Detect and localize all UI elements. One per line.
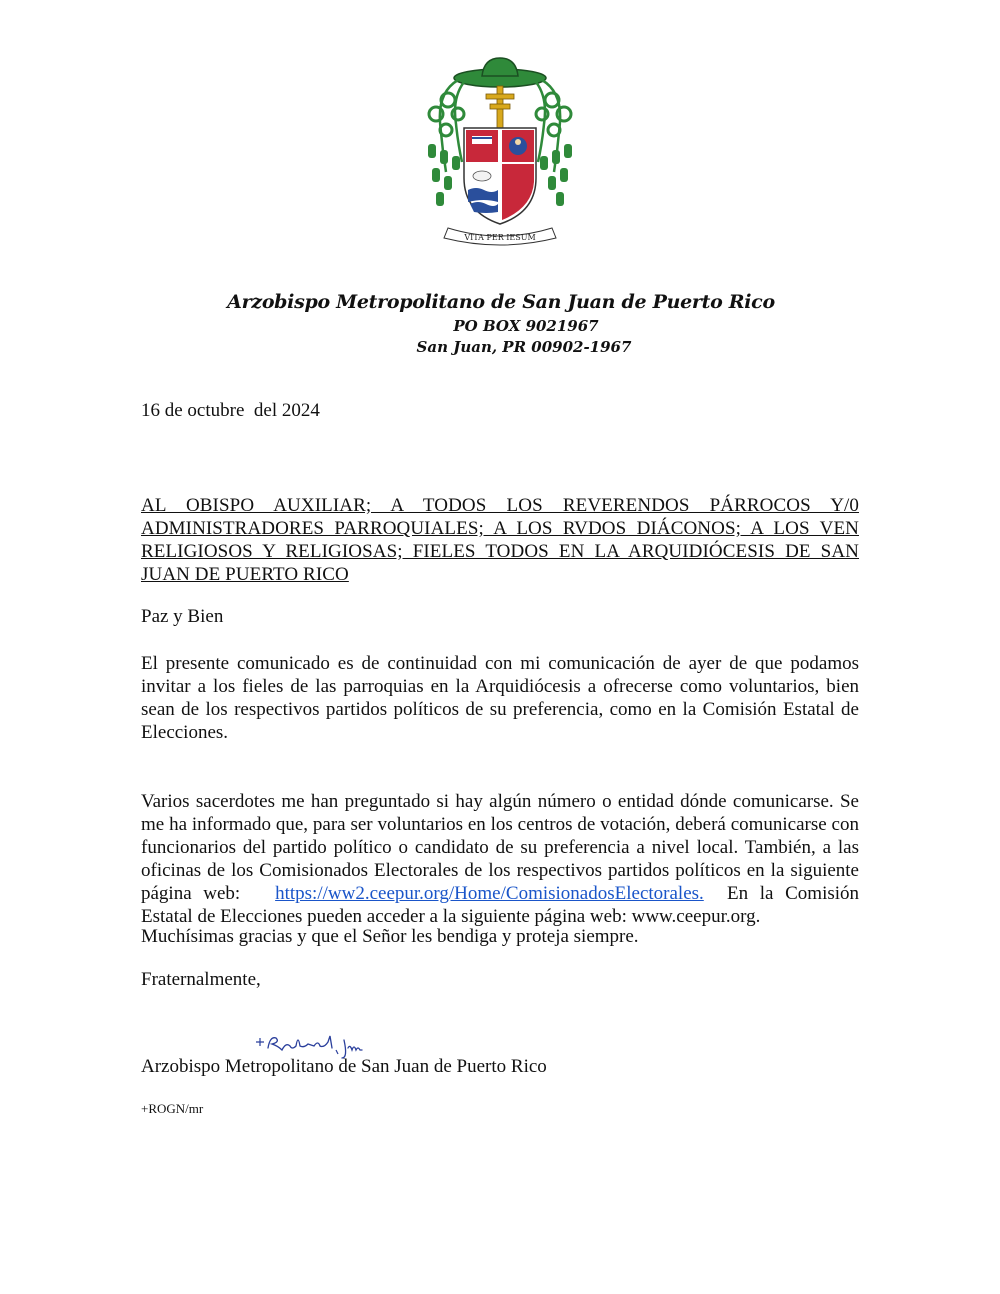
letterhead-title: Arzobispo Metropolitano de San Juan de Puerto Rico xyxy=(227,291,775,313)
paragraph-2-text-a: Varios sacerdotes me han preguntado si hay algún número o entidad dónde comunicarse. Se me ha informado que, para ser voluntarios en los centros de votación, deberá comunicarse con funcionarios del partido político o candidato de su preferencia a nivel local. También, a las oficinas de los Comisionados Electorales de los respectivos partidos políticos en la siguiente página web: xyxy=(141,791,859,904)
letter-date: 16 de octubre del 2024 xyxy=(141,400,320,421)
letter-greeting: Paz y Bien xyxy=(141,606,224,627)
letterhead-po-box: PO BOX 9021967 xyxy=(453,316,599,335)
paragraph-3: Muchísimas gracias y que el Señor les bendiga y proteja siempre. xyxy=(141,926,639,947)
paragraph-2 xyxy=(141,790,859,928)
paragraph-2-text-b: En la Comisión Estatal de Elecciones pueden acceder a la siguiente página web: www.ceepur.org. xyxy=(141,883,860,927)
letter-closing: Fraternalmente, xyxy=(141,969,261,990)
ceepur-commissioners-link[interactable]: https://ww2.ceepur.org/Home/ComisionadosElectorales. xyxy=(275,883,704,904)
letter-addressees: AL OBISPO AUXILIAR; A TODOS LOS REVERENDOS PÁRROCOS Y/0 ADMINISTRADORES PARROQUIALES; A LOS RVDOS DIÁCONOS; A LOS VEN RELIGIOSOS Y RELIGIOSAS; FIELES TODOS EN LA ARQUIDIÓCESIS DE SAN JUAN DE PUERTO RICO xyxy=(141,495,859,585)
letterhead-city: San Juan, PR 00902-1967 xyxy=(416,337,632,356)
coat-of-arms-icon xyxy=(418,52,582,248)
signer-title: Arzobispo Metropolitano de San Juan de Puerto Rico xyxy=(141,1056,547,1077)
letterhead xyxy=(0,291,1000,356)
svg-text:VITA PER IESUM: VITA PER IESUM xyxy=(464,233,536,242)
reference-initials: +ROGN/mr xyxy=(141,1101,204,1116)
paragraph-1: El presente comunicado es de continuidad con mi comunicación de ayer de que podamos invitar a los fieles de las parroquias en la Arquidiócesis a ofrecerse como voluntarios, bien sean de los respectivos partidos políticos de su preferencia, como en la Comisión Estatal de Elecciones. xyxy=(141,653,859,743)
